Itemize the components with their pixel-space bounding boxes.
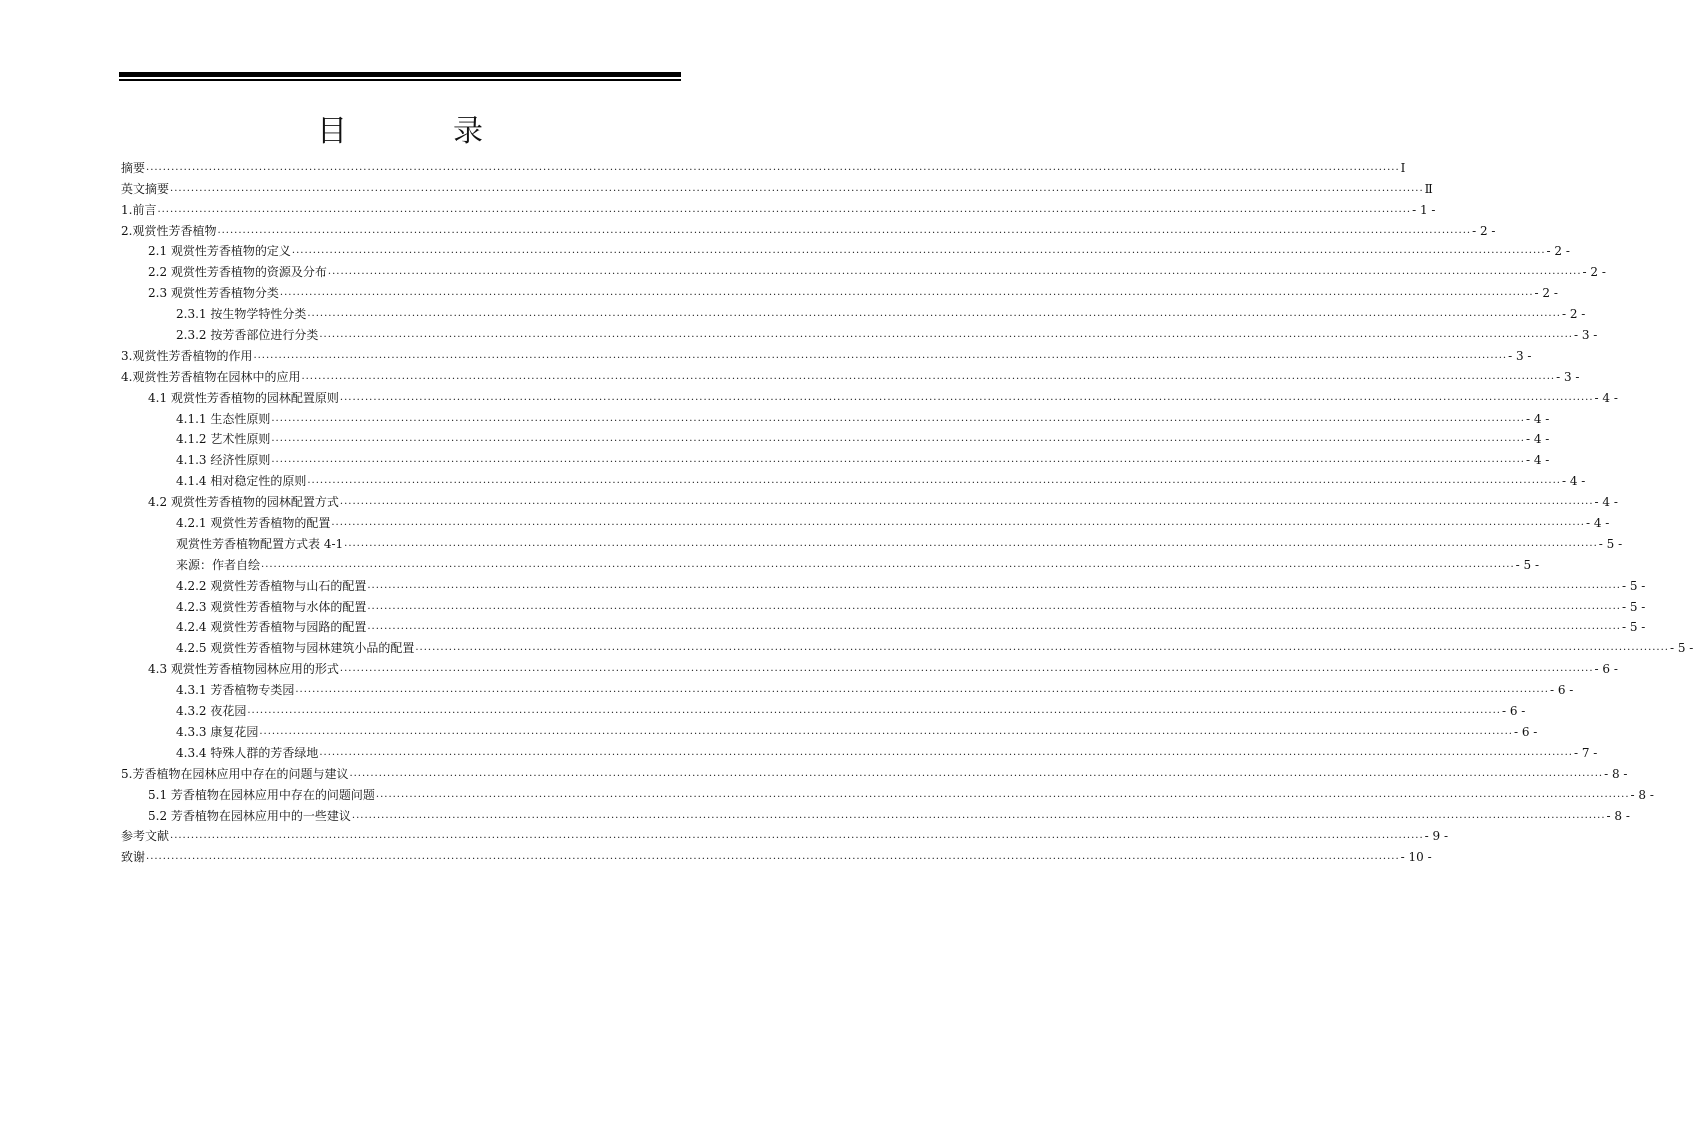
toc-entry-label: 5.1 芳香植物在园林应用中存在的问题问题 bbox=[148, 787, 375, 802]
toc-entry-page: - 3 - bbox=[1573, 328, 1598, 343]
toc-entry-label: 2.1 观赏性芳香植物的定义 bbox=[148, 244, 291, 259]
toc-dot-leader: ............................................................................................................................................................................................................................................................................................................ bbox=[319, 746, 1573, 758]
toc-dot-leader: ............................................................................................................................................................................................................................................................................................................ bbox=[170, 830, 1424, 842]
toc-entry-label: 来源：作者自绘 bbox=[176, 557, 261, 572]
toc-entry-label: 4.2.2 观赏性芳香植物与山石的配置 bbox=[176, 578, 367, 593]
toc-dot-leader: ............................................................................................................................................................................................................................................................................................................ bbox=[170, 182, 1424, 194]
toc-dot-leader: ............................................................................................................................................................................................................................................................................................................ bbox=[301, 370, 1556, 382]
toc-dot-leader: ............................................................................................................................................................................................................................................................................................................ bbox=[217, 224, 1472, 236]
toc-entry-label: 4.1.1 生态性原则 bbox=[176, 411, 271, 426]
toc-dot-leader: ............................................................................................................................................................................................................................................................................................................ bbox=[253, 349, 1508, 361]
toc-entry-page: - 2 - bbox=[1534, 286, 1558, 301]
toc-dot-leader: ............................................................................................................................................................................................................................................................................................................ bbox=[307, 308, 1561, 320]
toc-entry-page: - 5 - bbox=[1598, 536, 1623, 551]
toc-dot-leader: ............................................................................................................................................................................................................................................................................................................ bbox=[271, 433, 1525, 445]
toc-entry[interactable] bbox=[121, 427, 1550, 448]
toc-entry-label: 4.3 观赏性芳香植物园林应用的形式 bbox=[148, 662, 339, 677]
toc-entry-page: - 5 - bbox=[1669, 641, 1693, 656]
toc-dot-leader: ............................................................................................................................................................................................................................................................................................................ bbox=[367, 600, 1621, 612]
toc-entry[interactable] bbox=[121, 573, 1646, 594]
toc-entry[interactable] bbox=[121, 677, 1574, 698]
toc-entry-label: 4.3.2 夜花园 bbox=[176, 704, 247, 719]
toc-entry[interactable] bbox=[121, 719, 1538, 740]
toc-dot-leader: ............................................................................................................................................................................................................................................................................................................ bbox=[247, 705, 1501, 717]
toc-entry-page: - 3 - bbox=[1556, 369, 1580, 384]
toc-dot-leader: ............................................................................................................................................................................................................................................................................................................ bbox=[291, 245, 1546, 257]
toc-entry[interactable] bbox=[121, 615, 1646, 636]
toc-entry-label: 4.1.4 相对稳定性的原则 bbox=[176, 474, 307, 489]
toc-entry-page: - 9 - bbox=[1424, 829, 1449, 844]
toc-dot-leader: ............................................................................................................................................................................................................................................................................................................ bbox=[331, 517, 1585, 529]
toc-entry-page: - 8 - bbox=[1630, 787, 1654, 802]
toc-entry-page: - 2 - bbox=[1582, 265, 1606, 280]
toc-entry-label: 4.1.2 艺术性原则 bbox=[176, 432, 271, 447]
header-rule-thick bbox=[119, 72, 681, 77]
toc-dot-leader: ............................................................................................................................................................................................................................................................................................................ bbox=[339, 663, 1594, 675]
toc-entry-label: 4.2.3 观赏性芳香植物与水体的配置 bbox=[176, 599, 367, 614]
toc-entry-page: I bbox=[1400, 160, 1406, 175]
toc-entry[interactable] bbox=[121, 782, 1654, 803]
table-of-contents bbox=[121, 155, 1693, 865]
toc-entry[interactable] bbox=[121, 552, 1540, 573]
toc-dot-leader: ............................................................................................................................................................................................................................................................................................................ bbox=[375, 788, 1630, 800]
toc-dot-leader: ............................................................................................................................................................................................................................................................................................................ bbox=[271, 454, 1525, 466]
toc-entry[interactable] bbox=[121, 155, 1406, 176]
toc-entry-label: 4.2 观赏性芳香植物的园林配置方式 bbox=[148, 495, 339, 510]
toc-entry[interactable] bbox=[121, 803, 1630, 824]
toc-dot-leader: ............................................................................................................................................................................................................................................................................................................ bbox=[146, 851, 1400, 863]
toc-entry-page: - 4 - bbox=[1594, 495, 1618, 510]
toc-entry-label: 2.3.1 按生物学特性分类 bbox=[176, 307, 307, 322]
toc-entry[interactable] bbox=[121, 218, 1496, 239]
toc-entry[interactable] bbox=[121, 343, 1532, 364]
toc-entry-page: - 7 - bbox=[1573, 745, 1598, 760]
toc-entry-page: - 5 - bbox=[1621, 620, 1646, 635]
toc-entry[interactable] bbox=[121, 761, 1628, 782]
toc-dot-leader: ............................................................................................................................................................................................................................................................................................................ bbox=[307, 475, 1561, 487]
header-rule-thin bbox=[119, 79, 681, 81]
toc-entry-label: 4.2.4 观赏性芳香植物与园路的配置 bbox=[176, 620, 367, 635]
toc-entry-page: - 4 - bbox=[1594, 390, 1618, 405]
toc-dot-leader: ............................................................................................................................................................................................................................................................................................................ bbox=[339, 496, 1594, 508]
toc-entry[interactable] bbox=[121, 322, 1598, 343]
toc-dot-leader: ............................................................................................................................................................................................................................................................................................................ bbox=[344, 537, 1598, 549]
toc-entry-label: 摘要 bbox=[121, 160, 146, 175]
toc-entry-label: 2.3 观赏性芳香植物分类 bbox=[148, 286, 279, 301]
toc-entry-label: 4.1 观赏性芳香植物的园林配置原则 bbox=[148, 390, 339, 405]
toc-entry-label: 致谢 bbox=[121, 850, 146, 865]
toc-entry-page: - 4 - bbox=[1525, 432, 1550, 447]
toc-dot-leader: ............................................................................................................................................................................................................................................................................................................ bbox=[367, 621, 1621, 633]
page-title: 目 录 bbox=[317, 114, 521, 149]
toc-entry-page: - 6 - bbox=[1501, 704, 1526, 719]
toc-dot-leader: ............................................................................................................................................................................................................................................................................................................ bbox=[415, 642, 1669, 654]
toc-entry-page: - 4 - bbox=[1525, 411, 1550, 426]
toc-entry[interactable] bbox=[121, 364, 1580, 385]
toc-entry[interactable] bbox=[121, 468, 1586, 489]
toc-dot-leader: ............................................................................................................................................................................................................................................................................................................ bbox=[261, 558, 1515, 570]
toc-entry-page: - 2 - bbox=[1472, 223, 1496, 238]
toc-dot-leader: ............................................................................................................................................................................................................................................................................................................ bbox=[146, 161, 1400, 173]
toc-dot-leader: ............................................................................................................................................................................................................................................................................................................ bbox=[279, 287, 1534, 299]
toc-entry[interactable] bbox=[121, 656, 1618, 677]
toc-entry[interactable] bbox=[121, 824, 1449, 845]
toc-entry-label: 4.2.5 观赏性芳香植物与园林建筑小品的配置 bbox=[176, 641, 415, 656]
toc-entry-label: 4.2.1 观赏性芳香植物的配置 bbox=[176, 516, 331, 531]
toc-dot-leader: ............................................................................................................................................................................................................................................................................................................ bbox=[259, 725, 1513, 737]
toc-entry[interactable] bbox=[121, 197, 1436, 218]
toc-dot-leader: ............................................................................................................................................................................................................................................................................................................ bbox=[295, 684, 1549, 696]
toc-entry[interactable] bbox=[121, 406, 1550, 427]
toc-dot-leader: ............................................................................................................................................................................................................................................................................................................ bbox=[339, 391, 1594, 403]
toc-entry-label: 2.观赏性芳香植物 bbox=[121, 223, 217, 238]
toc-entry-page: - 3 - bbox=[1508, 348, 1532, 363]
toc-entry-page: - 2 - bbox=[1546, 244, 1570, 259]
toc-entry-label: 2.3.2 按芳香部位进行分类 bbox=[176, 328, 319, 343]
toc-entry[interactable] bbox=[121, 385, 1618, 406]
toc-entry[interactable] bbox=[121, 698, 1526, 719]
toc-entry[interactable] bbox=[121, 510, 1610, 531]
toc-entry-page: Ⅱ bbox=[1424, 181, 1433, 196]
toc-entry-page: - 8 - bbox=[1606, 808, 1630, 823]
toc-entry[interactable] bbox=[121, 447, 1550, 468]
toc-entry[interactable] bbox=[121, 280, 1558, 301]
toc-entry-label: 1.前言 bbox=[121, 202, 157, 217]
toc-entry[interactable] bbox=[121, 176, 1433, 197]
toc-entry-page: - 5 - bbox=[1515, 557, 1540, 572]
toc-dot-leader: ............................................................................................................................................................................................................................................................................................................ bbox=[319, 329, 1573, 341]
toc-entry-label: 2.2 观赏性芳香植物的资源及分布 bbox=[148, 265, 327, 280]
toc-entry-label: 5.2 芳香植物在园林应用中的一些建议 bbox=[148, 808, 351, 823]
toc-entry-label: 参考文献 bbox=[121, 829, 170, 844]
toc-entry-label: 5.芳香植物在园林应用中存在的问题与建议 bbox=[121, 766, 349, 781]
toc-entry-page: - 1 - bbox=[1412, 202, 1436, 217]
toc-entry-page: - 6 - bbox=[1549, 683, 1574, 698]
toc-dot-leader: ............................................................................................................................................................................................................................................................................................................ bbox=[351, 809, 1606, 821]
toc-entry[interactable] bbox=[121, 594, 1646, 615]
toc-entry-page: - 6 - bbox=[1513, 724, 1538, 739]
toc-entry-page: - 10 - bbox=[1400, 850, 1432, 865]
toc-dot-leader: ............................................................................................................................................................................................................................................................................................................ bbox=[367, 579, 1621, 591]
toc-entry-label: 4.3.1 芳香植物专类园 bbox=[176, 683, 295, 698]
toc-entry-label: 4.3.4 特殊人群的芳香绿地 bbox=[176, 745, 319, 760]
toc-entry-page: - 8 - bbox=[1604, 766, 1628, 781]
toc-entry[interactable] bbox=[121, 489, 1618, 510]
toc-entry-label: 4.3.3 康复花园 bbox=[176, 724, 259, 739]
toc-entry-page: - 4 - bbox=[1585, 516, 1610, 531]
toc-entry-page: - 4 - bbox=[1561, 474, 1586, 489]
toc-entry-label: 4.1.3 经济性原则 bbox=[176, 453, 271, 468]
toc-entry[interactable] bbox=[121, 239, 1570, 260]
toc-entry[interactable] bbox=[121, 844, 1432, 865]
toc-entry[interactable] bbox=[121, 531, 1623, 552]
toc-dot-leader: ............................................................................................................................................................................................................................................................................................................ bbox=[349, 767, 1604, 779]
toc-dot-leader: ............................................................................................................................................................................................................................................................................................................ bbox=[157, 203, 1412, 215]
toc-entry-page: - 5 - bbox=[1621, 578, 1646, 593]
toc-dot-leader: ............................................................................................................................................................................................................................................................................................................ bbox=[327, 266, 1582, 278]
toc-entry-label: 4.观赏性芳香植物在园林中的应用 bbox=[121, 369, 301, 384]
toc-entry-page: - 2 - bbox=[1561, 307, 1586, 322]
toc-entry[interactable] bbox=[121, 301, 1586, 322]
toc-entry-page: - 5 - bbox=[1621, 599, 1646, 614]
toc-entry[interactable] bbox=[121, 259, 1606, 280]
toc-entry[interactable] bbox=[121, 635, 1693, 656]
toc-entry-label: 英文摘要 bbox=[121, 181, 170, 196]
toc-entry-page: - 4 - bbox=[1525, 453, 1550, 468]
toc-entry-page: - 6 - bbox=[1594, 662, 1618, 677]
toc-entry[interactable] bbox=[121, 740, 1598, 761]
toc-entry-label: 观赏性芳香植物配置方式表 4-1 bbox=[176, 536, 344, 551]
toc-entry-label: 3.观赏性芳香植物的作用 bbox=[121, 348, 253, 363]
toc-dot-leader: ............................................................................................................................................................................................................................................................................................................ bbox=[271, 412, 1525, 424]
